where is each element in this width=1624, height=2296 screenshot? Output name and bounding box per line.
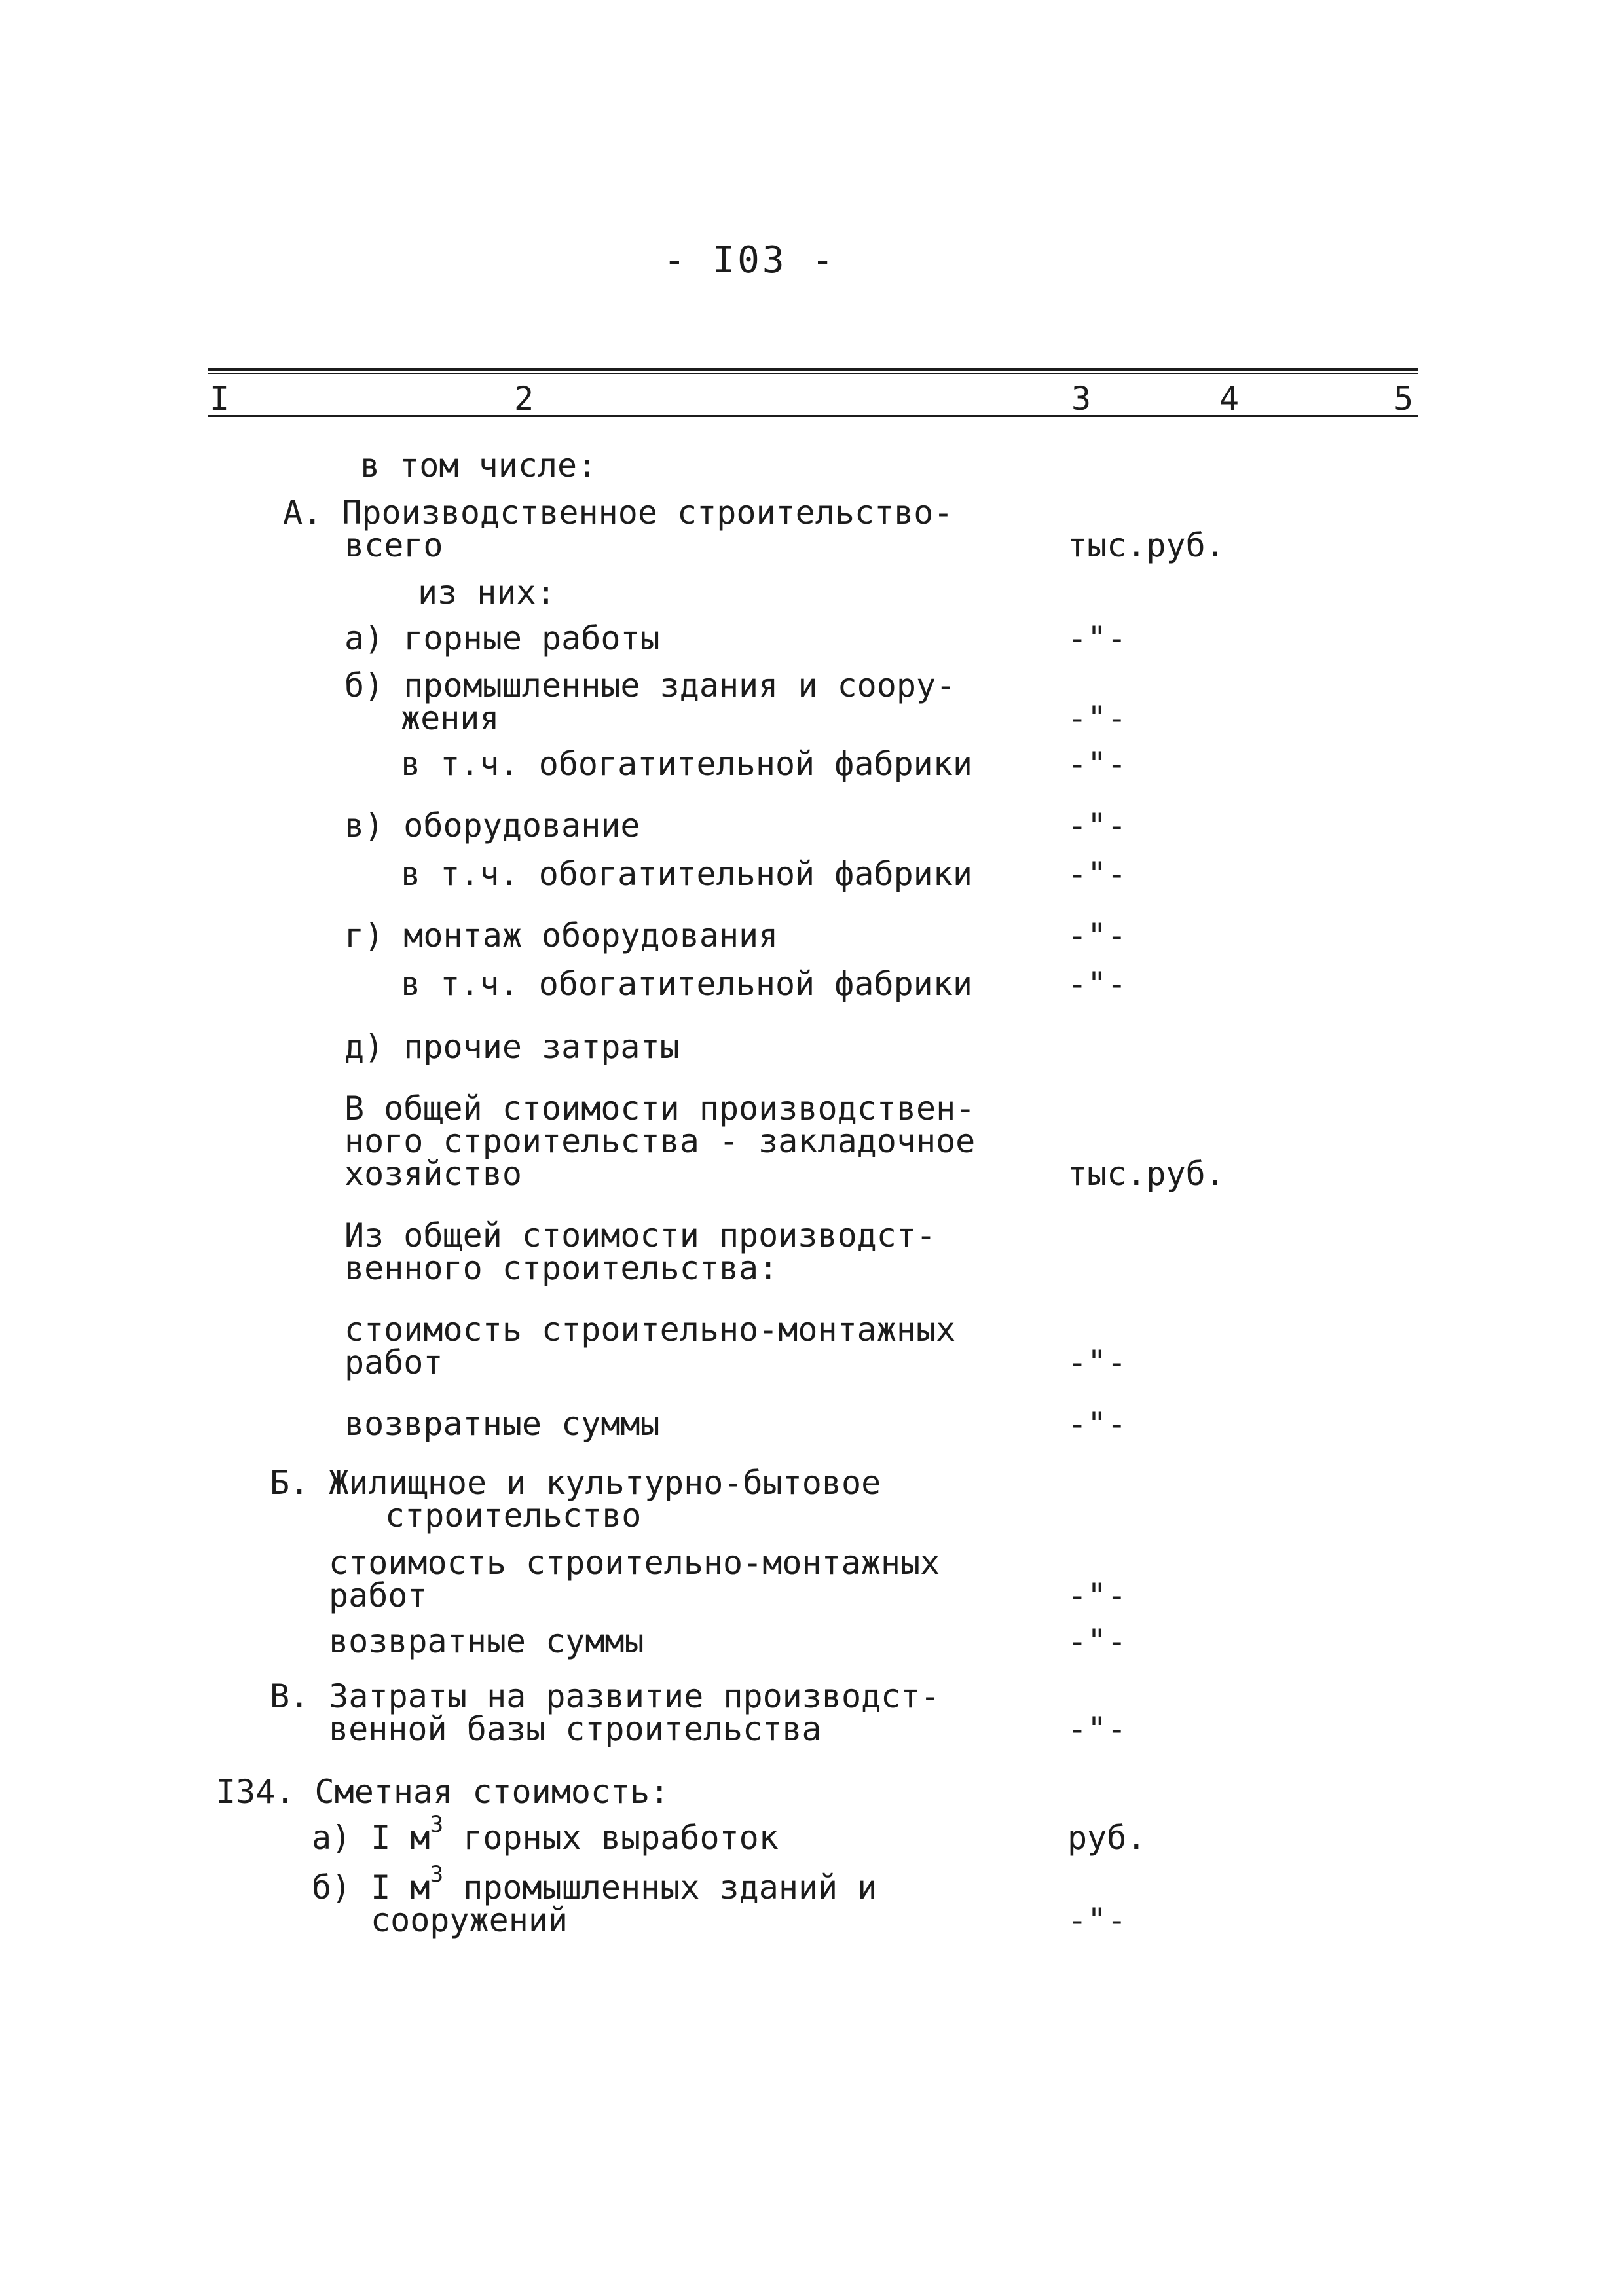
unit-cell: -"- (1067, 1576, 1127, 1614)
unit-cell: -"- (1067, 917, 1127, 955)
column-header-2: 2 (514, 380, 534, 418)
text-line: в т.ч. обогатительной фабрики (401, 745, 972, 783)
text-line: сооружений (371, 1901, 568, 1939)
text-line: жения (401, 699, 500, 737)
unit-cell: -"- (1067, 1901, 1127, 1939)
text-part: промышленных зданий и (443, 1868, 877, 1906)
unit-cell: руб. (1067, 1819, 1147, 1857)
text-part: б) I м (312, 1868, 430, 1906)
list-item: д) прочие затраты (344, 1028, 680, 1066)
text-line: В общей стоимости производствен- (344, 1089, 976, 1127)
text-line: стоимость строительно-монтажных (344, 1311, 956, 1349)
list-item: а) горные работы (344, 619, 660, 657)
list-item: б) промышленные здания и соору- (344, 666, 956, 704)
item-134-heading: I34. Сметная стоимость: (216, 1773, 670, 1811)
unit-cell: -"- (1067, 1710, 1127, 1748)
text-line: венной базы строительства (329, 1710, 822, 1748)
text-part: горных выработок (443, 1819, 779, 1857)
text-line: венного строительства: (344, 1249, 779, 1287)
text-line: возвратные суммы (344, 1405, 660, 1443)
unit-cell: -"- (1067, 699, 1127, 737)
page-number: - I03 - (663, 239, 836, 282)
unit-cell: -"- (1067, 965, 1127, 1003)
column-header-5: 5 (1393, 380, 1414, 418)
superscript: 3 (430, 1812, 444, 1838)
text-line: в том числе: (360, 446, 597, 484)
text-line: Из общей стоимости производст- (344, 1216, 936, 1254)
unit-cell: -"- (1067, 855, 1127, 893)
text-line: работ (329, 1576, 428, 1614)
unit-cell: -"- (1067, 807, 1127, 845)
text-line: стоимость строительно-монтажных (329, 1544, 940, 1582)
superscript: 3 (430, 1861, 444, 1887)
text-line: всего (344, 526, 443, 564)
section-heading-a: А. Производственное строительство- (283, 494, 953, 532)
text-line: в т.ч. обогатительной фабрики (401, 855, 972, 893)
unit-cell: -"- (1067, 745, 1127, 783)
section-heading-b: Б. Жилищное и культурно-бытовое (270, 1464, 881, 1502)
text-line: работ (344, 1343, 443, 1381)
text-line: ного строительства - закладочное (344, 1122, 976, 1160)
unit-cell: -"- (1067, 1405, 1127, 1443)
unit-cell: -"- (1067, 1622, 1127, 1660)
header-top-rule-2 (208, 373, 1418, 374)
unit-cell: тыс.руб. (1067, 1155, 1225, 1193)
unit-cell: -"- (1067, 619, 1127, 657)
text-line: строительство (385, 1497, 642, 1535)
header-top-rule (208, 368, 1418, 371)
text-line: возвратные суммы (329, 1622, 644, 1660)
text-part: а) I м (312, 1819, 430, 1857)
column-header-1: I (210, 380, 230, 418)
unit-cell: тыс.руб. (1067, 526, 1225, 564)
text-line: хозяйство (344, 1155, 522, 1193)
list-item: в) оборудование (344, 807, 640, 845)
section-heading-v: В. Затраты на развитие производст- (270, 1677, 940, 1715)
list-item-superscript (312, 1861, 877, 1906)
column-header-3: 3 (1071, 380, 1092, 418)
list-item-superscript (312, 1812, 779, 1857)
text-line: в т.ч. обогатительной фабрики (401, 965, 972, 1003)
list-item: г) монтаж оборудования (344, 917, 779, 955)
text-line: из них: (418, 574, 556, 611)
column-header-4: 4 (1219, 380, 1240, 418)
unit-cell: -"- (1067, 1343, 1127, 1381)
